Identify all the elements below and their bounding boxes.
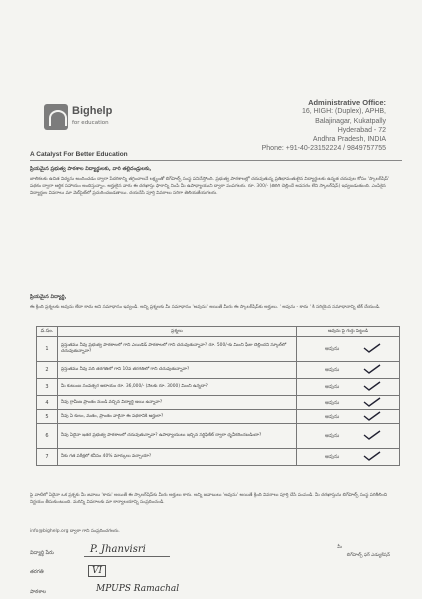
answer-cell[interactable]	[297, 337, 400, 362]
salutation-student: ప్రియమైన విద్యార్థి,	[30, 294, 67, 300]
signature-line-2: బిగ్‌హెల్ప్ ఫర్ ఎడ్యుకేషన్	[346, 553, 390, 558]
instructions-paragraph: ఈ క్రింది ప్రశ్నలకు అవును లేదా కాదు అని సమాధానం ఇవ్వండి. అన్ని ప్రశ్నలకు మీ సమాధానం 'అవును' అయితే మీరు ఈ స్కాలర్‌షిప్‌కు అర్హులు. ' అవును - కాదు ' కి సరియైన సమాధానాన్ని టిక్ చేయండి.	[30, 305, 381, 310]
answer-cell[interactable]	[297, 379, 400, 396]
brand-name: Bighelp	[72, 105, 113, 117]
row-no: 1	[37, 337, 58, 362]
row-no: 6	[37, 424, 58, 449]
row-question: మీ కుటుంబ సంవత్సర ఆదాయం రూ. 36,000/- (నెలకు రూ. 3000) మించి ఉన్నదా?	[58, 379, 297, 396]
signature-line-1: మీ	[337, 545, 342, 550]
school-label: పాఠశాల	[30, 589, 47, 595]
office-phone: Phone: +91-40-23152224 / 9849757755	[261, 145, 386, 153]
office-line: 16, HIGH: (Duplex), APHB,	[301, 108, 386, 116]
row-no: 7	[37, 449, 58, 466]
answer-value: అవును	[325, 433, 340, 439]
checkmark-icon	[363, 381, 381, 391]
salutation-parents: ప్రియమైన ప్రభుత్వ పాఠశాల విద్యార్థులకు, వారి తల్లిదండ్రులకు,	[30, 166, 152, 172]
checkmark-icon	[363, 451, 381, 461]
table-row	[37, 424, 400, 449]
checkmark-icon	[363, 430, 381, 440]
student-name-value[interactable]: P. Jhanvisri	[90, 544, 146, 555]
class-label: తరగతి	[30, 569, 44, 575]
answer-cell[interactable]	[297, 410, 400, 424]
row-question: నీవు ఏదైనా ఇతర ప్రభుత్వ పాఠశాలలో చదువుతున్నావా? ఉపాధ్యాయులు ఇచ్చిన సర్టిఫికేట్ ద్వారా ధృవీకరించబడిందా?	[58, 424, 297, 449]
school-value[interactable]: MPUPS Ramachal	[96, 584, 180, 594]
checkmark-icon	[363, 397, 381, 407]
table-row	[37, 379, 400, 396]
col-no-header: వ.సం.	[37, 327, 58, 337]
row-question: నీకు గత పరీక్షలో కనీసం 40% మార్కులు వచ్చాయా?	[58, 449, 297, 466]
intro-paragraph: బాలికలకు ఉచిత విద్యను అందించడం ద్వారా పేదరికాన్ని తగ్గించాలనే లక్ష్యంతో బిగ్‌హెల్ప్ సంస్థ పనిచేస్తోంది. ప్రభుత్వ పాఠశాలల్లో చదువుతున్న ప్రతిభావంతులైన విద్యార్థులకు ఉన్నత చదువుల కోసం 'స్కాలర్‌షిప్' పథకం ద్వారా ఆర్థిక సహాయం అందిస్తున్నాం. అర్హులైన వారు ఈ దరఖాస్తు ఫారాన్ని నింపి మీ ఉపాధ్యాయుని ద్వారా పంపగలరు. రూ. 300/- (తిరిగి చెల్లించే అవసరం లేని స్కాలర్‌షిప్) ఇవ్వబడుతుంది. ఎంపికైన విద్యార్థుల వివరాలు మా వెబ్‌సైట్‌లో ప్రచురించబడతాయి. దయచేసి పూర్తి వివరాలు సరిగా తెలియజేయగలరు.	[30, 177, 390, 196]
answer-cell[interactable]	[297, 396, 400, 410]
book-icon	[44, 104, 68, 130]
table-header	[37, 327, 400, 337]
answer-value: అవును	[325, 400, 340, 406]
office-address	[262, 98, 386, 154]
row-no: 3	[37, 379, 58, 396]
table-row	[37, 396, 400, 410]
office-line: Balajinagar, Kukatpally	[315, 117, 386, 125]
answer-cell[interactable]	[297, 449, 400, 466]
student-name-label: విద్యార్థి పేరు	[30, 550, 54, 556]
bighelp-logo	[44, 104, 124, 132]
eligibility-table	[36, 326, 400, 466]
col-answer-header: అవును పై గుర్తు పెట్టండి	[297, 327, 400, 337]
row-no: 5	[37, 410, 58, 424]
brand-sub: for education	[72, 120, 109, 126]
header-divider	[30, 160, 402, 161]
row-no: 4	[37, 396, 58, 410]
answer-value: అవును	[325, 346, 340, 352]
tagline: A Catalyst For Better Education	[30, 151, 128, 158]
contact-line: info@bighelp.org ద్వారా గాని సంప్రదించగలరు.	[30, 529, 120, 534]
table-row	[37, 410, 400, 424]
office-line: Andhra Pradesh, INDIA	[312, 136, 386, 144]
row-question: నీవు ఏ కులం, మతం, ప్రాంతం వారైనా ఈ పథకానికి అర్హులా?	[58, 410, 297, 424]
answer-value: అవును	[325, 414, 340, 420]
office-line: Hyderabad - 72	[337, 126, 386, 134]
note-paragraph: పై వాటిలో ఏదైనా ఒక ప్రశ్నకు మీ జవాబు 'కాదు' అయితే ఈ స్కాలర్‌షిప్‌కు మీరు అర్హులు కారు. అన్ని జవాబులు 'అవును' అయితే క్రింది వివరాలు పూర్తి చేసి పంపండి. మీ దరఖాస్తును బిగ్‌హెల్ప్ సంస్థ పరిశీలించి నిర్ణయం తీసుకుంటుంది. మరిన్ని వివరాలకు మా కార్యాలయాన్ని సంప్రదించండి.	[30, 493, 388, 505]
answer-cell[interactable]	[297, 362, 400, 379]
office-title: Administrative Office:	[308, 98, 386, 107]
table-row	[37, 449, 400, 466]
checkmark-icon	[363, 411, 381, 421]
row-question: నీవు గ్రామీణ ప్రాంతం నుండి వచ్చిన విద్యార్థి అయి ఉన్నావా?	[58, 396, 297, 410]
table-row	[37, 337, 400, 362]
answer-value: అవును	[325, 384, 340, 390]
row-no: 2	[37, 362, 58, 379]
row-question: ప్రస్తుతము నీవు పది తరగతిలో గాని 10వ తరగతిలో గాని చదువుతున్నావా?	[58, 362, 297, 379]
answer-value: అవును	[325, 454, 340, 460]
answer-value: అవును	[325, 367, 340, 373]
checkmark-icon	[363, 364, 381, 374]
answer-cell[interactable]	[297, 424, 400, 449]
class-value[interactable]: VI	[88, 565, 106, 577]
row-question: ప్రస్తుతము నీవు ప్రభుత్వ పాఠశాలలో గాని ఎయిడెడ్ పాఠశాలలో గాని చదువుతున్నావా? రూ. 500/-కు మించి ఫీజు చెల్లించని స్కూల్‌లో చదువుతున్నావా?	[58, 337, 297, 362]
checkmark-icon	[363, 343, 381, 353]
table-row	[37, 362, 400, 379]
col-question-header: ప్రశ్నలు	[58, 327, 297, 337]
student-name-underline	[84, 556, 170, 557]
